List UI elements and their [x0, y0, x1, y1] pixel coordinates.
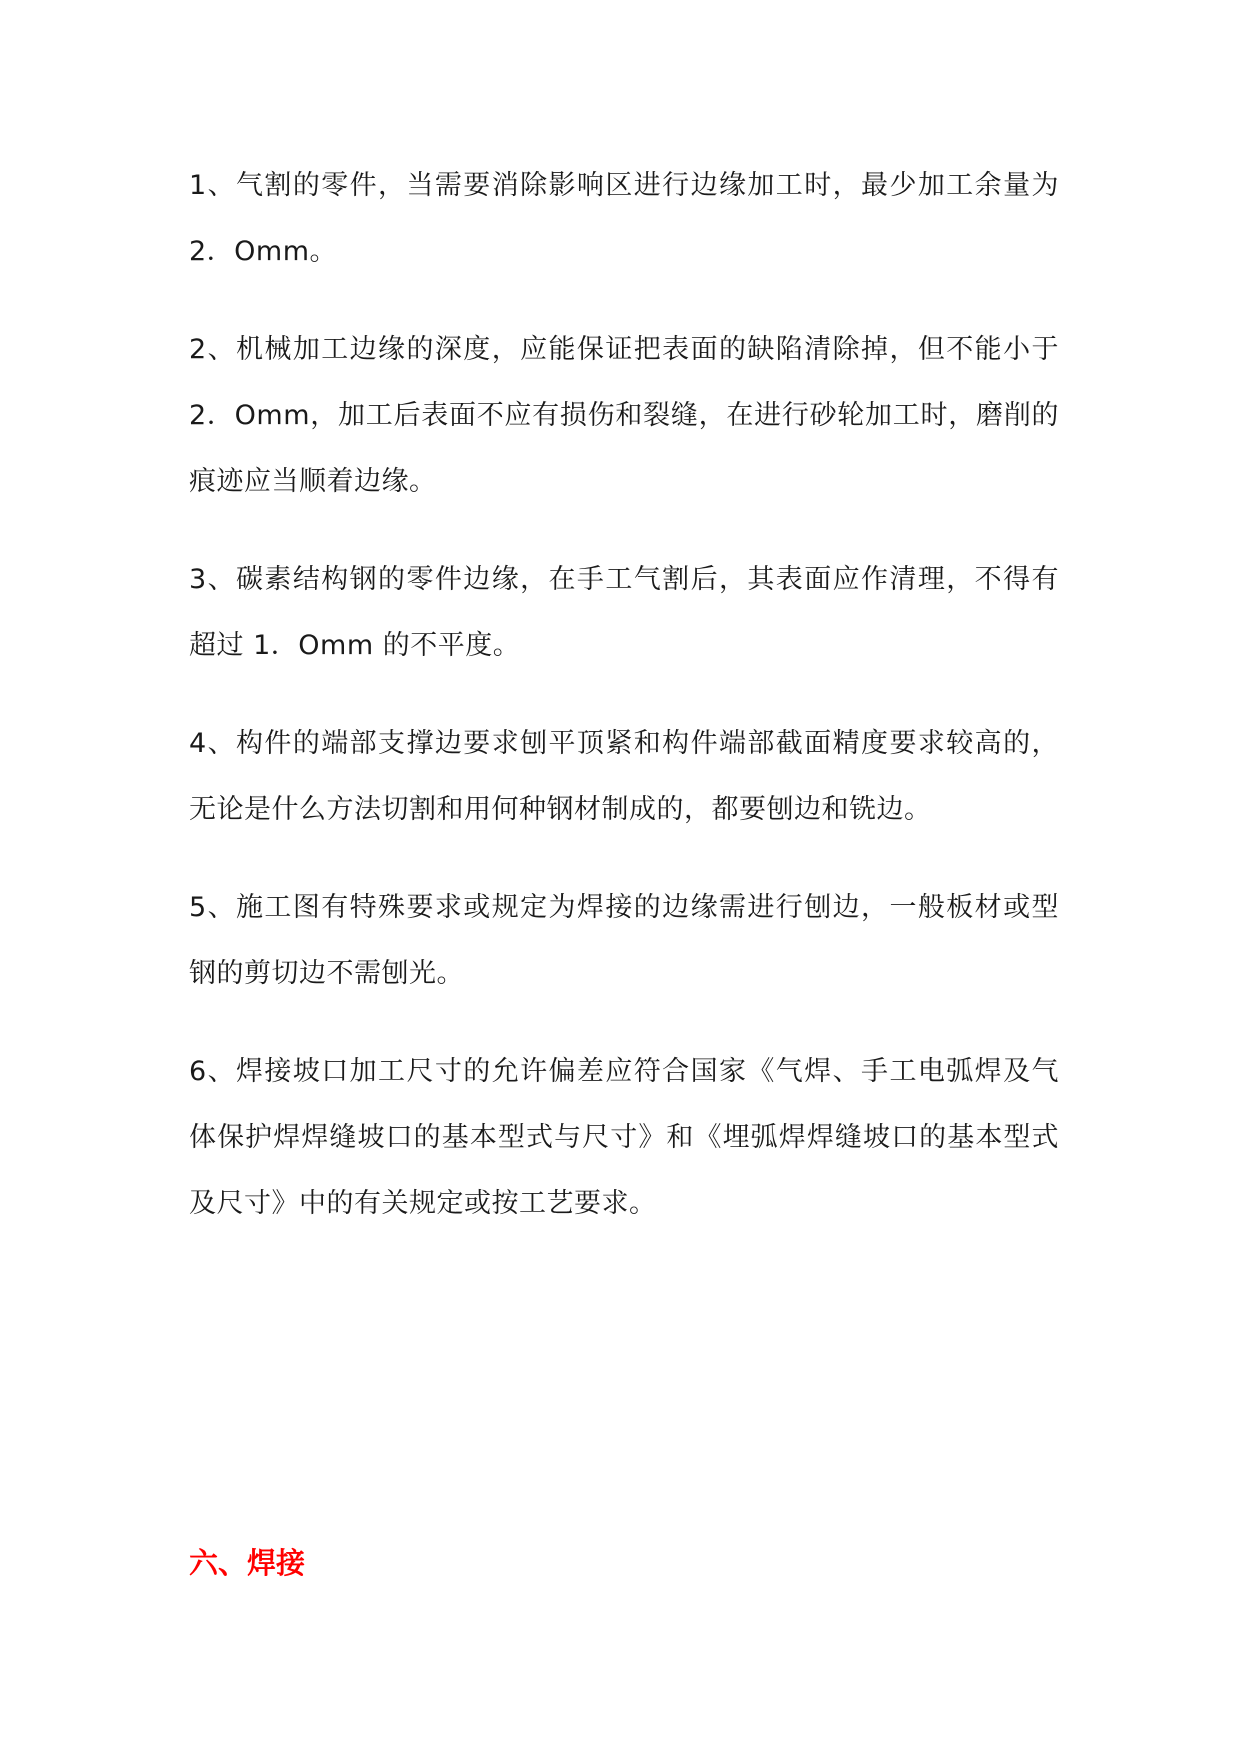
section-heading: 六、焊接: [189, 1546, 306, 1580]
document-body: [189, 153, 1059, 1269]
list-item-2: 2、机械加工边缘的深度，应能保证把表面的缺陷清除掉，但不能小于 2．Omm，加工后表面不应有损伤和裂缝，在进行砂轮加工时，磨削的痕迹应当顺着边缘。: [189, 334, 1059, 497]
list-item-3: 3、碳素结构钢的零件边缘，在手工气割后，其表面应作清理，不得有超过 1．Omm 的不平度。: [189, 564, 1059, 661]
list-item-1: 1、气割的零件，当需要消除影响区进行边缘加工时，最少加工余量为 2．Omm。: [189, 170, 1059, 267]
list-item-4: 4、构件的端部支撑边要求刨平顶紧和构件端部截面精度要求较高的，无论是什么方法切割和用何种钢材制成的，都要刨边和铣边。: [189, 728, 1059, 825]
list-item-6: 6、焊接坡口加工尺寸的允许偏差应符合国家《气焊、手工电弧焊及气体保护焊焊缝坡口的基本型式与尺寸》和《埋弧焊焊缝坡口的基本型式及尺寸》中的有关规定或按工艺要求。: [189, 1056, 1059, 1219]
list-item-5: 5、施工图有特殊要求或规定为焊接的边缘需进行刨边，一般板材或型钢的剪切边不需刨光。: [189, 892, 1059, 989]
